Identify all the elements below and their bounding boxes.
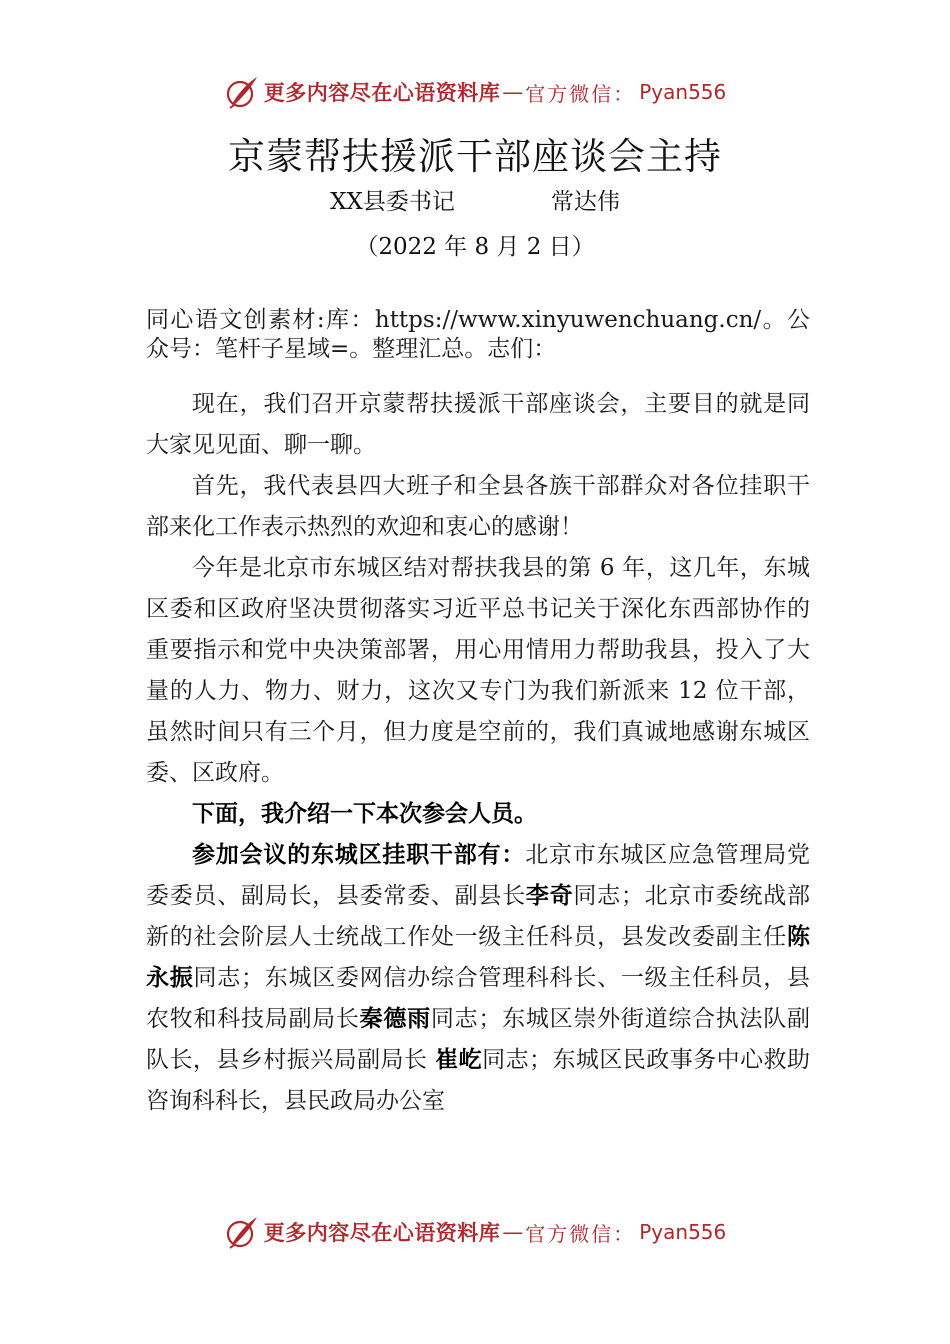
paragraph-1: 现在，我们召开京蒙帮扶援派干部座谈会，主要目的就是同大家见见面、聊一聊。	[146, 391, 810, 458]
paragraph-5-text-5: 同志；东城区民政事务中心救助咨询科科长，县民政局办公室	[146, 1047, 810, 1114]
banner-text: 更多内容尽在心语资料库	[263, 80, 501, 105]
paragraph-3: 今年是北京市东城区结对帮扶我县的第 6 年，这几年，东城区委和区政府坚决贯彻落实习近平总书记关于深化东西部协作的重要指示和党中央决策部署，用心用情用力帮助我县，投入了大量的人力、物力、财力，这次又专门为我们新派来 12 位干部，虽然时间只有三个月，但力度是空前的，我们真诚地感谢东城区委、区政府。	[146, 555, 810, 786]
document-body	[146, 306, 810, 1122]
banner-wechat-id: Pyan556	[639, 80, 727, 104]
banner-wechat-label: 官方微信：	[525, 81, 636, 106]
paragraph-5-lead: 参加会议的东城区挂职干部有：	[192, 842, 526, 868]
header-banner	[0, 72, 950, 112]
quill-pen-logo-icon	[224, 74, 260, 110]
person-name: 秦德雨	[359, 1006, 431, 1032]
document-date: （2022 年 8 月 2 日）	[355, 234, 595, 260]
document-subtitle	[0, 183, 950, 216]
paragraph-5-text-1: 北京市东城区应急管理局党委委员、副局长，县委常委、副县长	[146, 842, 811, 909]
footer-banner	[0, 1212, 950, 1252]
speaker-name: 常达伟	[550, 189, 620, 215]
document-title: 京蒙帮扶援派干部座谈会主持	[228, 135, 722, 178]
banner-wechat-id: Pyan556	[639, 1220, 727, 1244]
paragraph-4: 下面，我介绍一下本次参会人员。	[192, 801, 537, 827]
paragraph-5-text-4: 同志；东城区崇外街道综合执法队副队长，县乡村振兴局副局长	[146, 1006, 811, 1073]
paragraph-2: 首先，我代表县四大班子和全县各族干部群众对各位挂职干部来化工作表示热烈的欢迎和衷心的感谢！	[146, 473, 810, 540]
banner-dash: —	[502, 80, 524, 104]
quill-pen-logo-icon	[224, 1214, 260, 1250]
intro-paragraph: 同心语文创素材:库：https://www.xinyuwenchuang.cn/。公众号：笔杆子星域=。整理汇总。志们：	[146, 307, 810, 362]
paragraph-5	[146, 835, 810, 1122]
banner-wechat-label: 官方微信：	[525, 1221, 636, 1246]
banner-dash: —	[502, 1220, 524, 1244]
person-name: 李奇	[525, 883, 574, 909]
banner-text: 更多内容尽在心语资料库	[263, 1220, 501, 1245]
paragraph-5-text-3: 同志；东城区委网信办综合管理科科长、一级主任科员，县农牧和科技局副局长	[146, 965, 811, 1032]
speaker-role: XX县委书记	[330, 189, 455, 215]
paragraph-5-text-2: 同志；北京市委统战部新的社会阶层人士统战工作处一级主任科员，县发改委副主任	[146, 883, 811, 950]
person-name: 陈永振	[146, 924, 810, 991]
person-name: 崔屹	[435, 1047, 483, 1073]
